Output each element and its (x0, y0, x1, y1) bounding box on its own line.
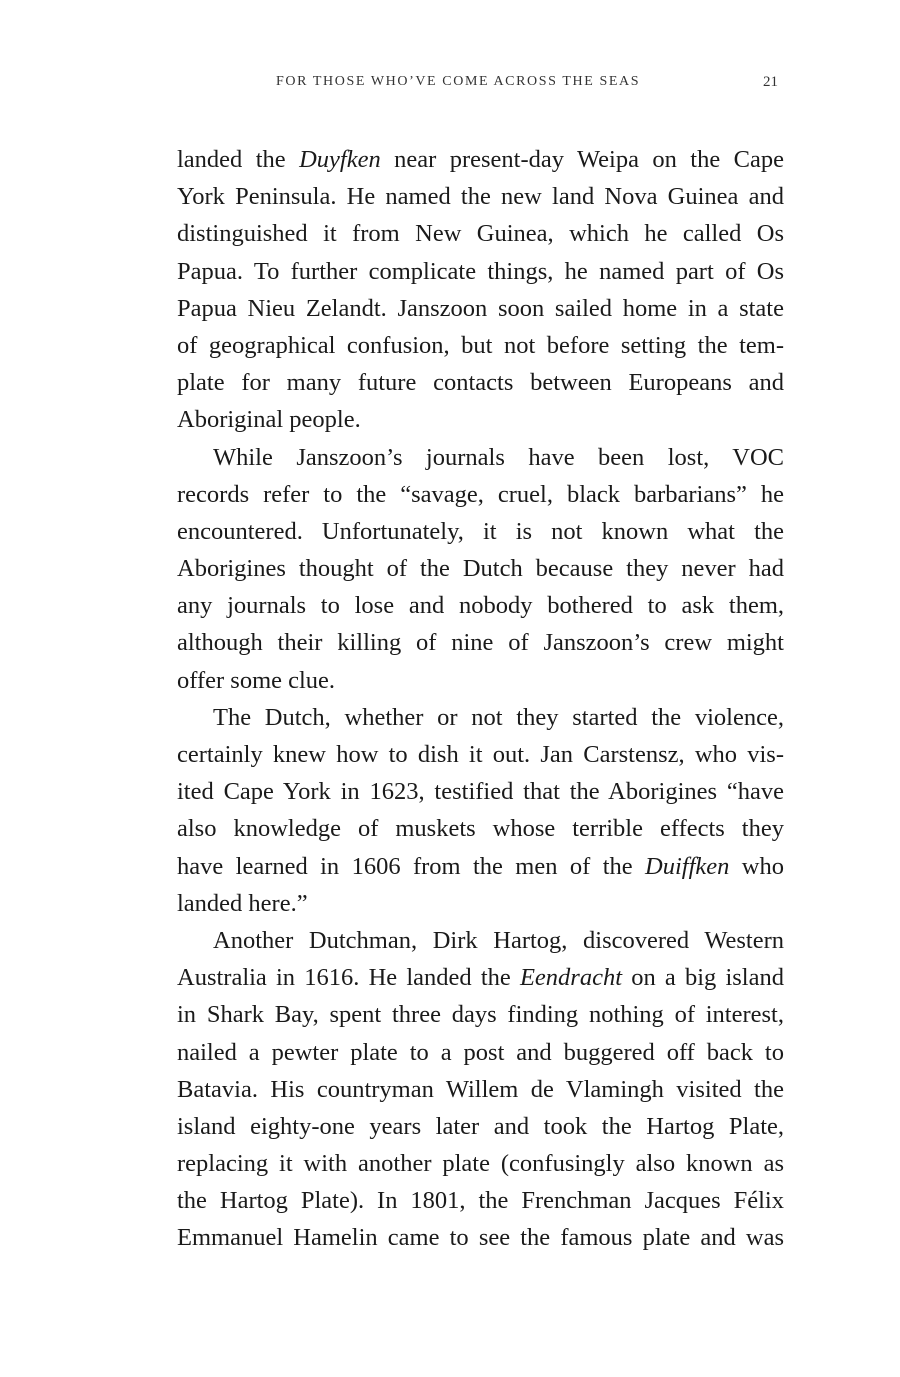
text-line: any journals to lose and nobody bothered to ask them, (177, 592, 784, 620)
text-line: Batavia. His countryman Willem de Vlamingh visited the (177, 1075, 784, 1103)
text-line: Papua. To further complicate things, he named part of Os (177, 257, 784, 285)
text-line: Aboriginal people. (177, 406, 361, 434)
text-line: in Shark Bay, spent three days finding nothing of interest, (177, 1001, 784, 1029)
text-line: The Dutch, whether or not they started the violence, (213, 703, 784, 731)
text-line: the Hartog Plate). In 1801, the Frenchman Jacques Félix (177, 1187, 784, 1215)
text-line: have learned in 1606 from the men of the Duiffken who (177, 852, 784, 880)
text-line: landed here.” (177, 889, 308, 917)
text-line: of geographical confusion, but not before setting the tem- (177, 331, 784, 359)
page-number: 21 (763, 74, 778, 90)
text-line: offer some clue. (177, 666, 336, 694)
text-line: landed the Duyfken near present-day Weipa on the Cape (177, 146, 784, 173)
text-line: records refer to the “savage, cruel, black barbarians” he (177, 480, 784, 508)
text-line: York Peninsula. He named the new land Nova Guinea and (177, 183, 784, 211)
running-head-title: FOR THOSE WHO’VE COME ACROSS THE SEAS (276, 74, 641, 89)
text-line: Emmanuel Hamelin came to see the famous plate and was (177, 1224, 784, 1252)
text-line: distinguished it from New Guinea, which he called Os (177, 220, 784, 248)
text-line: although their killing of nine of Janszoon’s crew might (177, 629, 784, 657)
text-line: encountered. Unfortunately, it is not known what the (177, 517, 784, 545)
text-line: Papua Nieu Zelandt. Janszoon soon sailed home in a state (177, 294, 784, 322)
text-line: Another Dutchman, Dirk Hartog, discovered Western (213, 926, 784, 954)
text-line: ited Cape York in 1623, testified that the Aborigines “have (177, 778, 784, 806)
text-line: certainly knew how to dish it out. Jan Carstensz, who vis- (177, 741, 784, 768)
text-line: Australia in 1616. He landed the Eendracht on a big island (177, 964, 784, 992)
text-line: also knowledge of muskets whose terrible effects they (177, 815, 784, 843)
body-text (177, 141, 784, 1257)
text-line: island eighty-one years later and took the Hartog Plate, (177, 1112, 784, 1140)
text-line: While Janszoon’s journals have been lost, VOC (213, 443, 784, 471)
text-line: plate for many future contacts between Europeans and (177, 369, 784, 397)
text-line: replacing it with another plate (confusingly also known as (177, 1150, 784, 1178)
text-line: Aborigines thought of the Dutch because they never had (177, 555, 784, 583)
text-line: nailed a pewter plate to a post and buggered off back to (177, 1038, 784, 1066)
